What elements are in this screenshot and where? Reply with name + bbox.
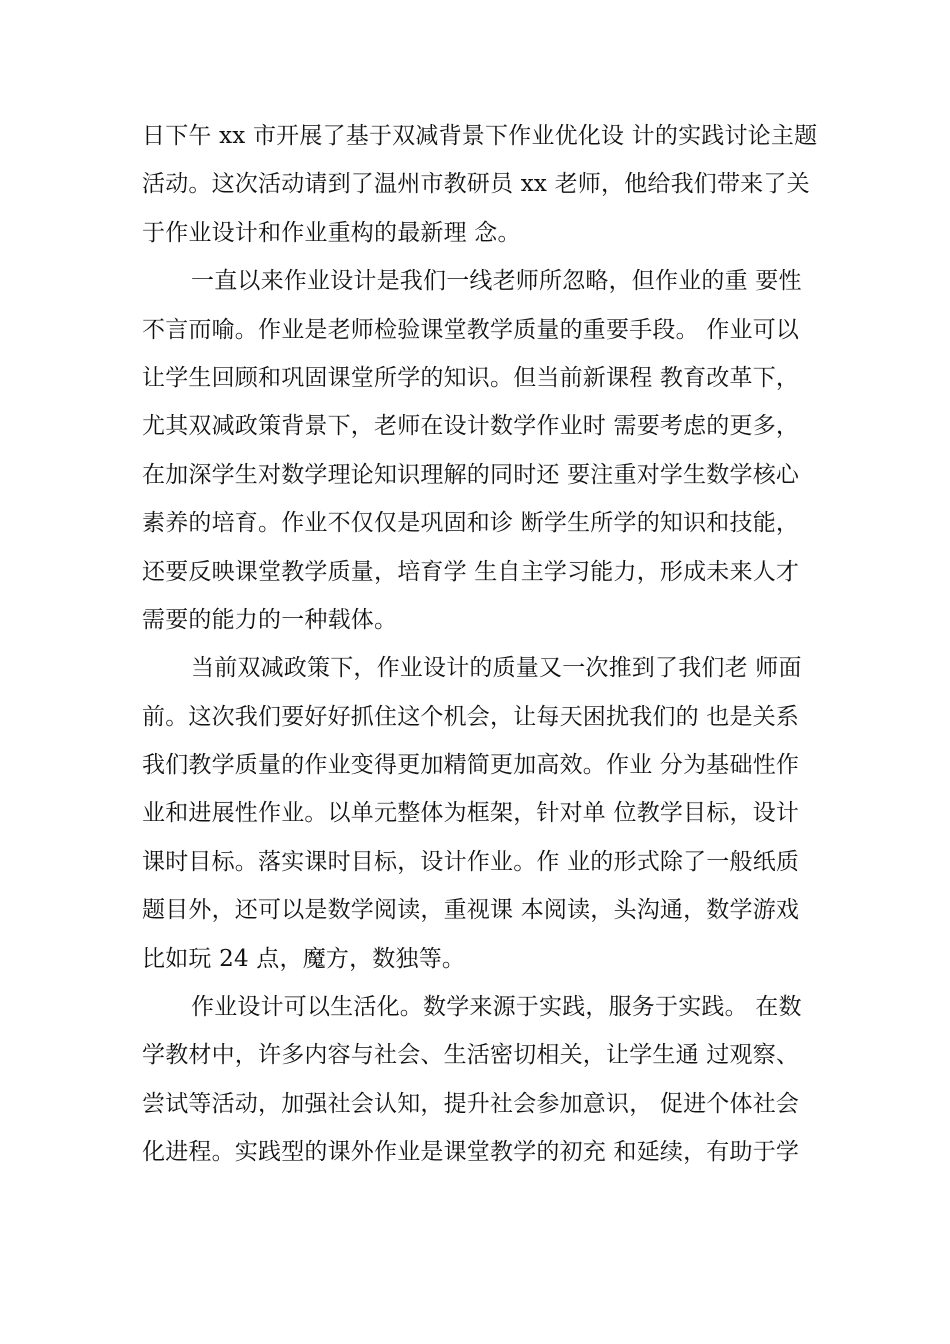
text-line: 尤其双减政策背景下，老师在设计数学作业时 需要考虑的更多， — [142, 413, 800, 440]
text-line: 素养的培育。作业不仅仅是巩固和诊 断学生所学的知识和技能， — [142, 510, 800, 537]
text-line: 活动。这次活动请到了温州市教研员 xx 老师，他给我们带来了关 — [142, 171, 810, 198]
text-line: 不言而喻。作业是老师检验课堂教学质量的重要手段。 作业可以 — [142, 316, 800, 343]
text-line: 尝试等活动，加强社会认知，提升社会参加意识， 促进个体社会 — [142, 1090, 800, 1117]
text-line: 学教材中，许多内容与社会、生活密切相关，让学生通 过观察、 — [142, 1042, 800, 1069]
document-page — [142, 112, 822, 1177]
paragraph-1 — [142, 112, 822, 257]
paragraph-2 — [142, 257, 822, 644]
text-line: 作业设计可以生活化。数学来源于实践，服务于实践。 在数 — [191, 994, 802, 1021]
text-line: 课时目标。落实课时目标，设计作业。作 业的形式除了一般纸质 — [142, 848, 800, 875]
text-line: 还要反映课堂教学质量，培育学 生自主学习能力，形成未来人才 — [142, 558, 800, 585]
text-line: 于作业设计和作业重构的最新理 念。 — [142, 219, 521, 246]
text-line: 业和进展性作业。以单元整体为框架，针对单 位教学目标，设计 — [142, 800, 800, 827]
text-line: 在加深学生对数学理论知识理解的同时还 要注重对学生数学核心 — [142, 461, 800, 488]
text-line: 化进程。实践型的课外作业是课堂教学的初充 和延续，有助于学 — [142, 1139, 800, 1166]
text-line: 我们教学质量的作业变得更加精简更加高效。作业 分为基础性作 — [142, 752, 800, 779]
text-line: 日下午 xx 市开展了基于双减背景下作业优化设 计的实践讨论主题 — [142, 123, 818, 149]
text-line: 一直以来作业设计是我们一线老师所忽略，但作业的重 要性 — [191, 268, 802, 295]
text-line: 让学生回顾和巩固课堂所学的知识。但当前新课程 教育改革下， — [142, 364, 800, 391]
paragraph-3 — [142, 644, 822, 983]
text-line: 题目外，还可以是数学阅读，重视课 本阅读，头沟通，数学游戏 — [142, 897, 800, 924]
text-line: 前。这次我们要好好抓住这个机会，让每天困扰我们的 也是关系 — [142, 703, 800, 730]
paragraph-4 — [142, 983, 822, 1177]
text-line: 比如玩 24 点，魔方，数独等。 — [142, 945, 466, 972]
text-line: 需要的能力的一种载体。 — [142, 606, 398, 633]
text-line: 当前双减政策下，作业设计的质量又一次推到了我们老 师面 — [191, 655, 802, 682]
